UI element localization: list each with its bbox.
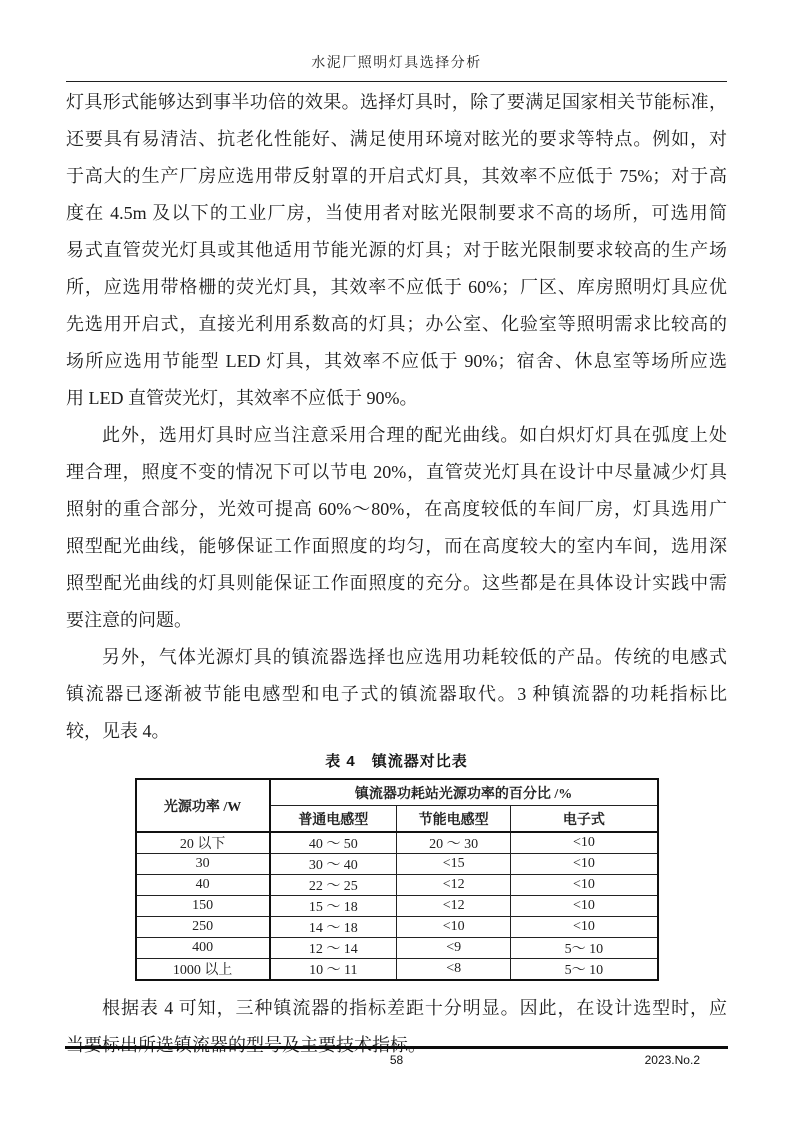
table-row bbox=[136, 875, 658, 896]
sub-header-cell: 节能电感型 bbox=[396, 806, 510, 833]
text-line: 照型配光曲线，能够保证工作面照度的均匀，而在高度较大的室内车间，选用深 bbox=[66, 536, 727, 556]
table-cell: <15 bbox=[396, 854, 510, 875]
table-row bbox=[136, 896, 658, 917]
sub-header-cell: 普通电感型 bbox=[270, 806, 397, 833]
header-rule bbox=[66, 81, 727, 82]
text-line: 较，见表 4。 bbox=[66, 721, 170, 741]
text-line: 照型配光曲线的灯具则能保证工作面照度的充分。这些都是在具体设计实践中需 bbox=[66, 573, 727, 593]
table-row bbox=[136, 832, 658, 854]
page-footer bbox=[65, 1046, 728, 1067]
table-cell: 1000 以上 bbox=[136, 959, 270, 981]
text-line: 先选用开启式，直接光利用系数高的灯具；办公室、化验室等照明需求比较高的 bbox=[66, 314, 727, 334]
table-header-row-1 bbox=[136, 779, 658, 806]
text-line: 要注意的问题。 bbox=[66, 610, 192, 630]
table-cell: 40 ～ 50 bbox=[270, 832, 397, 854]
table-cell: 15 ～ 18 bbox=[270, 896, 397, 917]
table-cell: 20 以下 bbox=[136, 832, 270, 854]
table-row bbox=[136, 854, 658, 875]
text-line: 此外，选用灯具时应当注意采用合理的配光曲线。如白炽灯灯具在弧度上处 bbox=[102, 425, 727, 445]
article-body bbox=[66, 84, 727, 750]
table-row bbox=[136, 938, 658, 959]
paragraph bbox=[66, 639, 727, 750]
table-cell: <12 bbox=[396, 875, 510, 896]
table-cell: <12 bbox=[396, 896, 510, 917]
table-cell: 400 bbox=[136, 938, 270, 959]
text-line: 所，应选用带格栅的荧光灯具，其效率不应低于 60%；厂区、库房照明灯具应优 bbox=[66, 277, 727, 297]
table-row bbox=[136, 917, 658, 938]
table-cell: 22 ～ 25 bbox=[270, 875, 397, 896]
group-header-cell: 镇流器功耗站光源功率的百分比 /% bbox=[270, 779, 658, 806]
table-cell: <8 bbox=[396, 959, 510, 981]
table-cell: <10 bbox=[511, 854, 658, 875]
text-line: 易式直管荧光灯具或其他适用节能光源的灯具；对于眩光限制要求较高的生产场 bbox=[66, 240, 727, 260]
table-cell: 14 ～ 18 bbox=[270, 917, 397, 938]
table-cell: 5～ 10 bbox=[511, 959, 658, 981]
text-line: 灯具形式能够达到事半功倍的效果。选择灯具时，除了要满足国家相关节能标准， bbox=[66, 92, 727, 112]
table-body bbox=[136, 832, 658, 980]
text-line: 场所应选用节能型 LED 灯具，其效率不应低于 90%；宿舍、休息室等场所应选 bbox=[66, 351, 727, 371]
sub-header-cell: 电子式 bbox=[511, 806, 658, 833]
text-line: 照射的重合部分，光效可提高 60%～80%，在高度较低的车间厂房，灯具选用广 bbox=[66, 499, 727, 519]
text-line: 根据表 4 可知，三种镇流器的指标差距十分明显。因此，在设计选型时，应 bbox=[102, 998, 727, 1018]
table-cell: <10 bbox=[511, 917, 658, 938]
power-column-header: 光源功率 /W bbox=[136, 779, 270, 832]
table-cell: <10 bbox=[511, 832, 658, 854]
table-cell: <10 bbox=[511, 896, 658, 917]
text-line: 当要标出所选镇流器的型号及主要技术指标。 bbox=[66, 1035, 426, 1055]
table-cell: <9 bbox=[396, 938, 510, 959]
table-cell: <10 bbox=[511, 875, 658, 896]
issue-number: 2023.No.2 bbox=[644, 1053, 700, 1067]
ballast-comparison-table bbox=[135, 778, 659, 981]
text-line: 度在 4.5m 及以下的工业厂房，当使用者对眩光限制要求不高的场所，可选用简 bbox=[66, 203, 727, 223]
text-line: 于高大的生产厂房应选用带反射罩的开启式灯具，其效率不应低于 75%；对于高 bbox=[66, 166, 727, 186]
text-line: 理合理，照度不变的情况下可以节电 20%，直管荧光灯具在设计中尽量减少灯具 bbox=[66, 462, 727, 482]
page-number: 58 bbox=[389, 1053, 404, 1067]
table-cell: 150 bbox=[136, 896, 270, 917]
table-cell: 30 bbox=[136, 854, 270, 875]
footer-row bbox=[65, 1049, 728, 1067]
table-row bbox=[136, 959, 658, 981]
table-cell: 30 ～ 40 bbox=[270, 854, 397, 875]
table-cell: 40 bbox=[136, 875, 270, 896]
paragraph bbox=[66, 417, 727, 639]
table-cell: <10 bbox=[396, 917, 510, 938]
table-caption: 表 4 镇流器对比表 bbox=[325, 753, 468, 770]
page-content bbox=[66, 0, 727, 1064]
journal-title: 水泥厂照明灯具选择分析 bbox=[311, 56, 482, 71]
text-line: 镇流器已逐渐被节能电感型和电子式的镇流器取代。3 种镇流器的功耗指标比 bbox=[66, 684, 727, 704]
table-cell: 12 ～ 14 bbox=[270, 938, 397, 959]
text-line: 用 LED 直管荧光灯，其效率不应低于 90%。 bbox=[66, 388, 418, 408]
table-cell: 20 ～ 30 bbox=[396, 832, 510, 854]
table-cell: 5～ 10 bbox=[511, 938, 658, 959]
table-cell: 250 bbox=[136, 917, 270, 938]
text-line: 还要具有易清洁、抗老化性能好、满足使用环境对眩光的要求等特点。例如，对 bbox=[66, 129, 727, 149]
paragraph bbox=[66, 84, 727, 417]
text-line: 另外，气体光源灯具的镇流器选择也应选用功耗较低的产品。传统的电感式 bbox=[102, 647, 727, 667]
table-head bbox=[136, 779, 658, 832]
table-cell: 10 ～ 11 bbox=[270, 959, 397, 981]
